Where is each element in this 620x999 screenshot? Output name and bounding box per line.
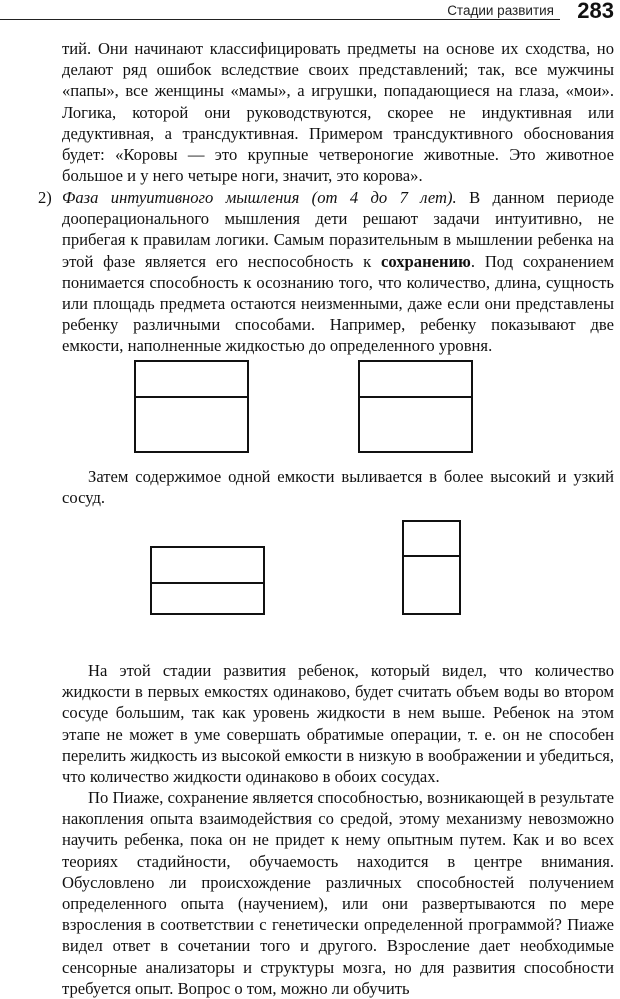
phase-text-before: В данном периоде дооперационального мышления дети решают задачи интуитивно, не прибегая к правилам логики. Самым поразительным в мышлении ребенка на этой фазе является его неспособность к	[62, 188, 614, 271]
container-right	[358, 360, 473, 453]
liquid-level-line	[152, 582, 263, 584]
paragraph-continuation: тий. Они начинают классифицировать предметы на основе их сходства, но делают ряд ошибок вследствие своих представлений; так, все мужчины «папы», все женщины «мамы», а игрушки, попадающиеся на глаза, «мои». Логика, которой они руководствуются, скорее не индуктивная или дедуктивная, а трансдуктивная. Примером трансдуктивного обоснования будет: «Коровы — это крупные четвероногие животные. Это животное большое и у него четыре ноги, значит, это корова».	[62, 39, 614, 186]
header-rule	[0, 19, 560, 20]
paragraph-child-reasoning: На этой стадии развития ребенок, который видел, что количество жидкости в первых емкостях одинаково, будет считать объем воды во втором сосуде большим, так как уровень жидкости в нем выше. Ребенок на этом этапе не может в уме совершать обратимые операции, т. е. он не способен перелить жидкость из высокой емкости в низкую в воображении и убедиться, что количество жидкости одинаково в обоих сосудах.	[62, 661, 614, 787]
paragraph-pouring: Затем содержимое одной емкости выливается в более высокий и узкий сосуд.	[62, 467, 614, 508]
page-header	[0, 0, 620, 30]
page-number: 283	[577, 0, 614, 23]
phase-title: Фаза интуитивного мышления (от 4 до 7 лет).	[62, 188, 457, 207]
phase-text-after: . Под сохранением понимается способность к осознанию того, что количество, длина, сущность или площадь предмета остаются неизменными, даже если они представлены ребенку различными способами. Например, ребенку показывают две емкости, наполненные жидкостью до определенного уровня.	[62, 251, 614, 356]
vessel-tall-narrow	[402, 520, 461, 615]
paragraph-piaget-conservation: По Пиаже, сохранение является способностью, возникающей в результате накопления опыта взаимодействия со средой, этому механизму невозможно научить ребенка, пока он не придет к нему опытным путем. Как и во всех теориях стадийности, обучаемость находится в центре внимания. Обусловлено ли происхождение различных способностей получением определенного опыта (научением), или они развертываются по мере взросления в соответствии с генетически определенной программой? Пиаже видел ответ в сочетании того и другого. Взросление дает необходимые сенсорные анализаторы и структуры мозга, но для развития способности требуется опыт. Вопрос о том, можно ли обучить	[62, 788, 614, 998]
list-item-number: 2)	[38, 188, 52, 207]
liquid-level-line	[136, 396, 247, 398]
container-wide	[150, 546, 265, 615]
running-title: Стадии развития	[441, 3, 554, 18]
container-left	[134, 360, 249, 453]
conservation-term: сохранению	[381, 251, 471, 271]
liquid-level-line	[360, 396, 471, 398]
liquid-level-line	[404, 555, 459, 557]
list-item-2	[62, 187, 614, 357]
